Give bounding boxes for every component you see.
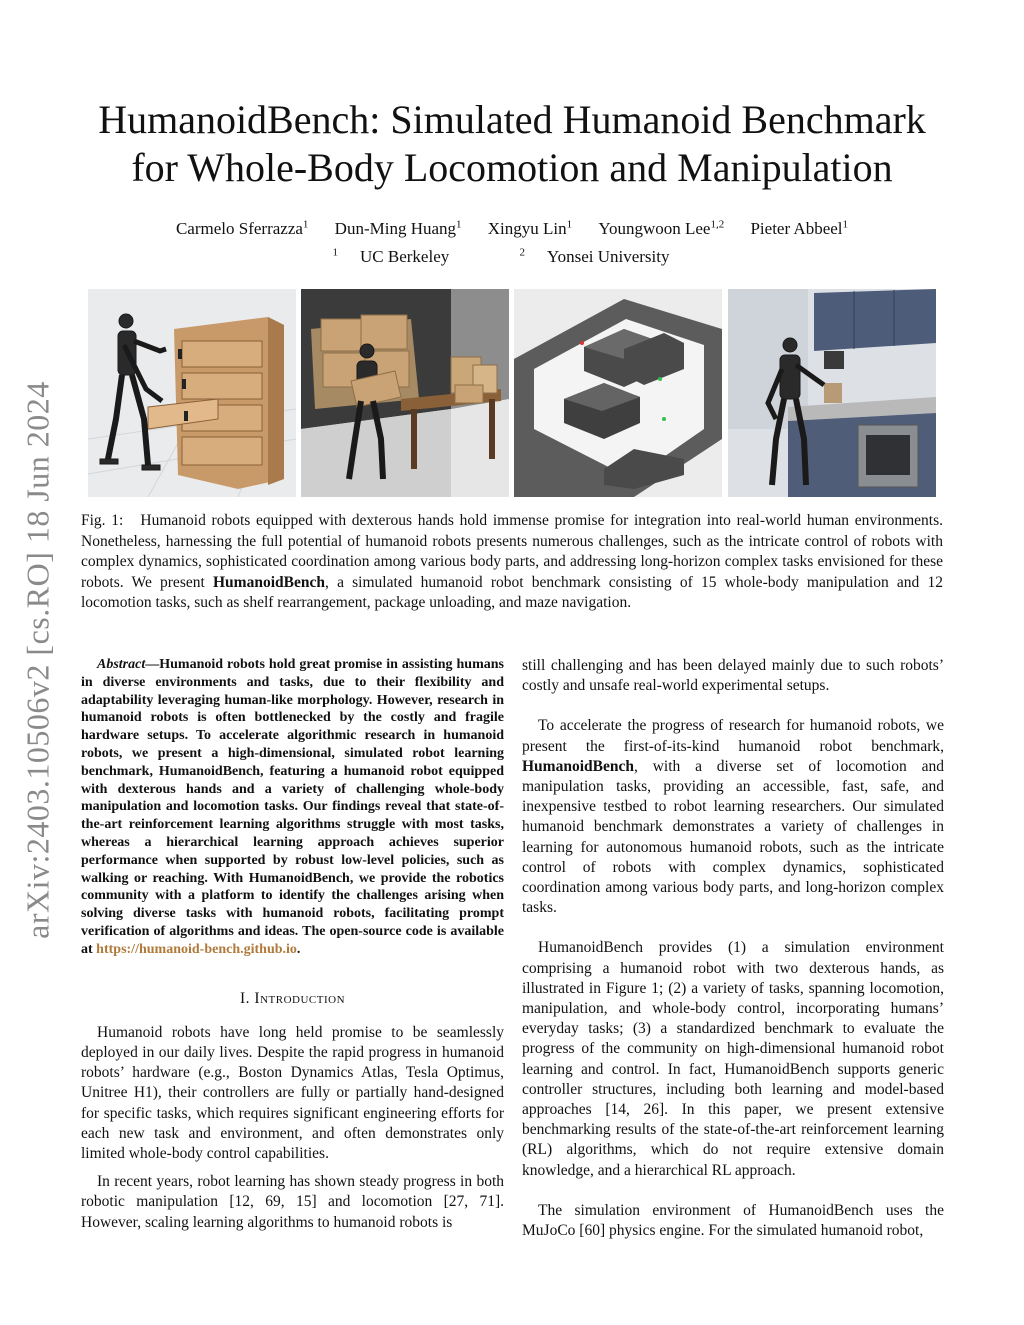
humanoid-kitchen-scene [728, 289, 936, 497]
author-list [80, 212, 944, 241]
caption-text-end: , a simulated humanoid robot benchmark consisting of 15 whole-body manipulation and 12 locomotion tasks, such as shelf rearrangement, package unloading, and maze navigation. [81, 573, 944, 611]
project-link[interactable]: https://humanoid-bench.github.io [96, 941, 297, 957]
author: Dun-Ming Huang$^1$ [334, 218, 462, 238]
title-line-1: HumanoidBench: Simulated Humanoid Benchmark [98, 97, 926, 142]
maze-scene [514, 289, 722, 497]
abstract [81, 656, 504, 959]
caption-label: Fig. 1: [81, 512, 124, 529]
body-paragraph: still challenging and has been delayed mainly due to such robots’ costly and unsafe real-world experimental setups. [522, 657, 944, 695]
figure-1-images [88, 289, 936, 497]
humanoid-truck-package-scene [301, 289, 509, 497]
body-paragraph: HumanoidBench provides (1) a simulation environment comprising a humanoid robot with two dexterous hands, as illustrated in Figure 1; (2) a variety of tasks, spanning locomotion, manipulation, and whole-body control, incorporating humans’ everyday tasks; (3) a standardized benchmark to evaluate the progress of the community on high-dimensional humanoid robot learning and control. In fact, HumanoidBench supports generic controller structures, including both learning and model-based approaches [14, 26]. In this paper, we present extensive benchmarking results of the state-of-the-art reinforcement learning (RL) algorithms, which do not require extensive domain knowledge, and a hierarchical RL approach. [522, 939, 944, 1179]
caption-bold: HumanoidBench [213, 573, 325, 591]
author: Xingyu Lin$^1$ [487, 218, 573, 238]
author: Carmelo Sferrazza$^1$ [175, 218, 309, 238]
title-line-2: for Whole-Body Locomotion and Manipulation [131, 145, 893, 190]
caption-text: Humanoid robots equipped with dexterous hands hold immense promise for integration into real-world human environments. Nonetheless, harnessing the full potential of humanoid robots presents numerous challenges, such as the intricate control of robots with complex dynamics, sophisticated coordination among various body parts, and addressing long-horizon complex tasks envisioned for these robots. We present [81, 512, 944, 591]
arxiv-side-stamp [14, 360, 62, 960]
section-heading: I. Introduction [239, 989, 346, 1007]
abstract-end: . [296, 941, 301, 957]
humanoid-shelf-scene [88, 289, 296, 497]
intro-paragraph: In recent years, robot learning has shown steady progress in both robotic manipulation [12, 69, 15] and locomotion [27, 71]. However, scaling learning algorithms to humanoid robots is [81, 1173, 504, 1231]
author: Youngwoon Lee$^{1,2}$ [598, 218, 725, 238]
body-paragraph: To accelerate the progress of research for humanoid robots, we present the first-of-its-kind humanoid robot benchmark, HumanoidBench, with a diverse set of locomotion and manipulation tasks, providing an accessible, fast, safe, and inexpensive testbed to robot learning researchers. Our simulated humanoid benchmark demonstrates a variety of challenges in learning for autonomous humanoid robots, such as the intricate control of robots with complex dynamics, sophisticated coordination among various body parts, and long-horizon complex tasks. [522, 717, 944, 917]
affiliation: $^1$ UC Berkeley [332, 246, 450, 267]
body-paragraph: The simulation environment of HumanoidBench uses the MuJoCo [60] physics engine. For the simulated humanoid robot, [522, 1201, 944, 1240]
left-column [81, 656, 504, 1241]
affiliation: $^2$ Yonsei University [519, 246, 670, 267]
affiliation-list [80, 241, 944, 270]
author: Pieter Abbeel$^1$ [750, 218, 849, 238]
arxiv-identifier: arXiv:2403.10506v2 [cs.RO] 18 Jun 2024 [19, 381, 56, 939]
author-block [80, 212, 944, 269]
figure-caption [81, 511, 943, 614]
abstract-label: Abstract [97, 657, 146, 672]
abstract-text: —Humanoid robots hold great promise in assisting humans in diverse environments and tasks, due to their flexibility and adaptability leveraging human-like morphology. However, research in humanoid robots is often bottlenecked by the costly and fragile hardware setups. To accelerate algorithmic research in humanoid robots, we present a high-dimensional, simulated robot learning benchmark, HumanoidBench, featuring a humanoid robot equipped with dexterous hands and a variety of challenging whole-body manipulation and locomotion tasks. Our findings reveal that state-of-the-art reinforcement learning algorithms struggle with most tasks, whereas a hierarchical learning approach achieves superior performance when supported by robust low-level policies, such as walking or reaching. With HumanoidBench, we provide the robotics community with a platform to identify the challenges arising when solving diverse tasks with humanoid robots, facilitating prompt verification of algorithms and ideas. The open-source code is available at [81, 657, 504, 957]
paper-title [80, 96, 944, 192]
intro-paragraph: Humanoid robots have long held promise to be seamlessly deployed in our daily lives. Despite the rapid progress in humanoid robots’ hardware (e.g., Boston Dynamics Atlas, Tesla Optimus, Unitree H1), their controllers are fully or partially hand-designed for specific tasks, which requires significant engineering efforts for each new task and environment, and often demonstrates only limited whole-body control capabilities. [81, 1023, 504, 1162]
right-column [522, 656, 944, 1261]
